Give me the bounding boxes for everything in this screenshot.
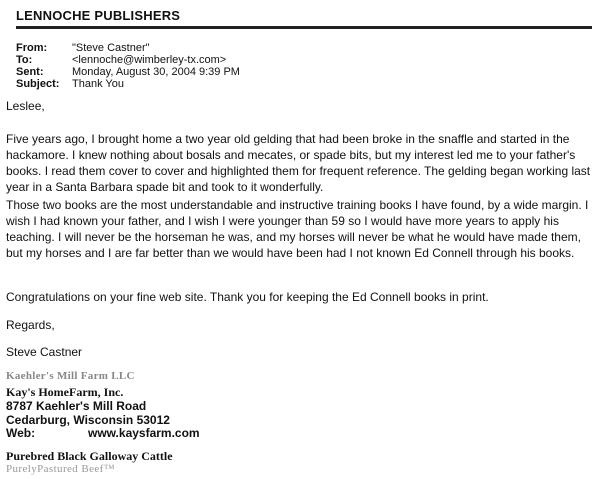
publisher-name: LENNOCHE PUBLISHERS <box>16 8 181 23</box>
sent-value: Monday, August 30, 2004 9:39 PM <box>72 66 240 78</box>
to-label: To: <box>16 54 33 66</box>
greeting: Leslee, <box>6 99 45 113</box>
web-link[interactable]: www.kaysfarm.com <box>88 426 200 440</box>
farm-street: 8787 Kaehler's Mill Road <box>6 399 147 413</box>
farm-subsidiary: Kay's HomeFarm, Inc. <box>6 385 124 399</box>
to-value: <lennoche@wimberley-tx.com> <box>72 54 227 66</box>
from-value: "Steve Castner" <box>72 42 150 54</box>
paragraph-3: Congratulations on your fine web site. Thank you for keeping the Ed Connell books in print. <box>6 290 489 304</box>
paragraph-1: Five years ago, I brought home a two year old gelding that had been broke in the snaffle and started in the hackamore. I knew nothing about bosals and mecates, or spade bits, but my interest led me to your father's books. I read them cover to cover and highlighted them for frequent reference. The gelding began working last year in a Santa Barbara spade bit and took to it wonderfully. <box>6 132 591 194</box>
subject-row <box>16 79 124 90</box>
closing: Regards, <box>6 318 55 332</box>
header-divider <box>16 26 592 29</box>
sent-label: Sent: <box>16 66 44 78</box>
paragraph-2: Those two books are the most understandable and instructive training books I have found, by a wide margin. I wish I had known your father, and I wish I were younger than 59 so I would have more years to apply his teaching. I will never be the horseman he was, and my horses will never be what he would have made them, but my horses and I are far better than we would have been had I not known Ed Connell through his books. <box>6 198 589 260</box>
web-row <box>6 426 200 440</box>
subject-value: Thank You <box>72 78 124 90</box>
farm-city: Cedarburg, Wisconsin 53012 <box>6 413 170 427</box>
subject-label: Subject: <box>16 78 60 90</box>
from-label: From: <box>16 42 48 54</box>
to-row <box>16 55 226 66</box>
from-row <box>16 43 150 54</box>
sender-name: Steve Castner <box>6 345 83 359</box>
web-label: Web: <box>6 426 36 440</box>
cattle-line: Purebred Black Galloway Cattle <box>6 449 173 463</box>
sent-row <box>16 67 240 78</box>
beef-tagline: PurelyPastured Beef™ <box>6 463 115 475</box>
farm-name: Kaehler's Mill Farm LLC <box>6 370 135 382</box>
